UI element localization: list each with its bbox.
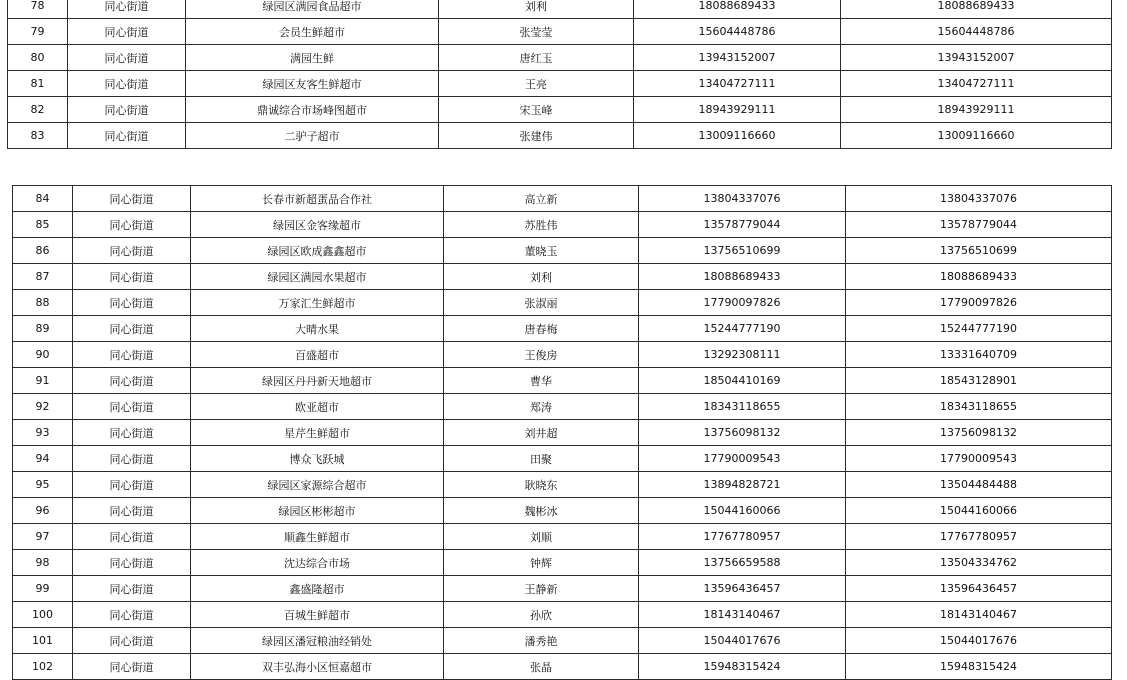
phone-alt-cell: 18543128901 [846, 368, 1112, 394]
phone-cell: 13756510699 [639, 238, 846, 264]
row-number-cell: 82 [8, 97, 68, 123]
phone-cell: 18088689433 [639, 264, 846, 290]
contact-person-cell: 耿晓东 [444, 472, 639, 498]
row-number-cell: 83 [8, 123, 68, 149]
street-cell: 同心街道 [73, 550, 191, 576]
shop-name-cell: 鼎诚综合市场峰图超市 [186, 97, 439, 123]
phone-alt-cell: 17790009543 [846, 446, 1112, 472]
street-cell: 同心街道 [68, 45, 186, 71]
shop-name-cell: 绿园区彬彬超市 [191, 498, 444, 524]
phone-alt-cell: 13404727111 [841, 71, 1112, 97]
row-number-cell: 81 [8, 71, 68, 97]
street-cell: 同心街道 [68, 19, 186, 45]
row-number-cell: 87 [13, 264, 73, 290]
street-cell: 同心街道 [73, 576, 191, 602]
street-cell: 同心街道 [73, 342, 191, 368]
phone-alt-cell: 13596436457 [846, 576, 1112, 602]
street-cell: 同心街道 [68, 0, 186, 19]
table-row [13, 576, 1112, 602]
contact-person-cell: 刘利 [439, 0, 634, 19]
shop-name-cell: 绿园区丹丹新天地超市 [191, 368, 444, 394]
store-table-bottom [12, 185, 1112, 680]
phone-alt-cell: 13756098132 [846, 420, 1112, 446]
shop-name-cell: 绿园区满园水果超市 [191, 264, 444, 290]
shop-name-cell: 博众飞跃城 [191, 446, 444, 472]
shop-name-cell: 绿园区潘冠粮油经销处 [191, 628, 444, 654]
contact-person-cell: 唐春梅 [444, 316, 639, 342]
row-number-cell: 78 [8, 0, 68, 19]
phone-alt-cell: 13504334762 [846, 550, 1112, 576]
phone-cell: 15604448786 [634, 19, 841, 45]
table-row [8, 97, 1112, 123]
row-number-cell: 94 [13, 446, 73, 472]
contact-person-cell: 田聚 [444, 446, 639, 472]
phone-alt-cell: 18088689433 [841, 0, 1112, 19]
phone-cell: 15044017676 [639, 628, 846, 654]
row-number-cell: 80 [8, 45, 68, 71]
table-row [13, 212, 1112, 238]
contact-person-cell: 王俊房 [444, 342, 639, 368]
shop-name-cell: 欧亚超市 [191, 394, 444, 420]
street-cell: 同心街道 [68, 123, 186, 149]
row-number-cell: 91 [13, 368, 73, 394]
row-number-cell: 86 [13, 238, 73, 264]
row-number-cell: 98 [13, 550, 73, 576]
row-number-cell: 102 [13, 654, 73, 680]
row-number-cell: 89 [13, 316, 73, 342]
street-cell: 同心街道 [73, 602, 191, 628]
phone-cell: 13804337076 [639, 186, 846, 212]
phone-cell: 13894828721 [639, 472, 846, 498]
row-number-cell: 90 [13, 342, 73, 368]
table-row [8, 71, 1112, 97]
phone-alt-cell: 15044160066 [846, 498, 1112, 524]
contact-person-cell: 董晓玉 [444, 238, 639, 264]
phone-cell: 18943929111 [634, 97, 841, 123]
shop-name-cell: 满园生鲜 [186, 45, 439, 71]
phone-cell: 13596436457 [639, 576, 846, 602]
street-cell: 同心街道 [73, 290, 191, 316]
row-number-cell: 97 [13, 524, 73, 550]
phone-cell: 17767780957 [639, 524, 846, 550]
table-top-body [8, 0, 1112, 149]
street-cell: 同心街道 [73, 212, 191, 238]
phone-cell: 13756659588 [639, 550, 846, 576]
contact-person-cell: 潘秀艳 [444, 628, 639, 654]
shop-name-cell: 双丰弘海小区恒嘉超市 [191, 654, 444, 680]
phone-alt-cell: 13804337076 [846, 186, 1112, 212]
contact-person-cell: 曹华 [444, 368, 639, 394]
shop-name-cell: 星芹生鲜超市 [191, 420, 444, 446]
table-row [13, 238, 1112, 264]
table-row [13, 264, 1112, 290]
phone-cell: 13292308111 [639, 342, 846, 368]
shop-name-cell: 鑫盛隆超市 [191, 576, 444, 602]
street-cell: 同心街道 [68, 97, 186, 123]
row-number-cell: 101 [13, 628, 73, 654]
phone-alt-cell: 18088689433 [846, 264, 1112, 290]
contact-person-cell: 高立新 [444, 186, 639, 212]
row-number-cell: 92 [13, 394, 73, 420]
row-number-cell: 79 [8, 19, 68, 45]
phone-alt-cell: 18343118655 [846, 394, 1112, 420]
phone-alt-cell: 13331640709 [846, 342, 1112, 368]
shop-name-cell: 绿园区友客生鲜超市 [186, 71, 439, 97]
street-cell: 同心街道 [73, 316, 191, 342]
phone-alt-cell: 18143140467 [846, 602, 1112, 628]
phone-alt-cell: 13009116660 [841, 123, 1112, 149]
street-cell: 同心街道 [73, 368, 191, 394]
street-cell: 同心街道 [73, 394, 191, 420]
phone-alt-cell: 15244777190 [846, 316, 1112, 342]
contact-person-cell: 王亮 [439, 71, 634, 97]
phone-cell: 17790009543 [639, 446, 846, 472]
street-cell: 同心街道 [73, 628, 191, 654]
phone-cell: 13578779044 [639, 212, 846, 238]
phone-cell: 17790097826 [639, 290, 846, 316]
phone-alt-cell: 15604448786 [841, 19, 1112, 45]
contact-person-cell: 张建伟 [439, 123, 634, 149]
contact-person-cell: 魏彬冰 [444, 498, 639, 524]
phone-alt-cell: 17790097826 [846, 290, 1112, 316]
table-row [13, 498, 1112, 524]
phone-cell: 15244777190 [639, 316, 846, 342]
phone-alt-cell: 15044017676 [846, 628, 1112, 654]
row-number-cell: 85 [13, 212, 73, 238]
contact-person-cell: 张晶 [444, 654, 639, 680]
table-row [13, 420, 1112, 446]
shop-name-cell: 百盛超市 [191, 342, 444, 368]
phone-cell: 15044160066 [639, 498, 846, 524]
street-cell: 同心街道 [73, 186, 191, 212]
table-row [13, 654, 1112, 680]
shop-name-cell: 绿园区欧成鑫鑫超市 [191, 238, 444, 264]
table-bottom-body [13, 186, 1112, 680]
contact-person-cell: 刘利 [444, 264, 639, 290]
phone-alt-cell: 15948315424 [846, 654, 1112, 680]
street-cell: 同心街道 [73, 420, 191, 446]
phone-alt-cell: 13504484488 [846, 472, 1112, 498]
street-cell: 同心街道 [73, 264, 191, 290]
shop-name-cell: 绿园区满园食品超市 [186, 0, 439, 19]
row-number-cell: 88 [13, 290, 73, 316]
phone-cell: 18143140467 [639, 602, 846, 628]
store-table-top [7, 0, 1112, 149]
shop-name-cell: 百城生鲜超市 [191, 602, 444, 628]
contact-person-cell: 郑涛 [444, 394, 639, 420]
row-number-cell: 95 [13, 472, 73, 498]
row-number-cell: 100 [13, 602, 73, 628]
shop-name-cell: 二驴子超市 [186, 123, 439, 149]
phone-cell: 13404727111 [634, 71, 841, 97]
phone-cell: 18504410169 [639, 368, 846, 394]
phone-cell: 13756098132 [639, 420, 846, 446]
table-row [13, 446, 1112, 472]
contact-person-cell: 苏胜伟 [444, 212, 639, 238]
street-cell: 同心街道 [68, 71, 186, 97]
street-cell: 同心街道 [73, 238, 191, 264]
table-row [8, 123, 1112, 149]
street-cell: 同心街道 [73, 498, 191, 524]
shop-name-cell: 会员生鲜超市 [186, 19, 439, 45]
contact-person-cell: 宋玉峰 [439, 97, 634, 123]
street-cell: 同心街道 [73, 524, 191, 550]
contact-person-cell: 王静新 [444, 576, 639, 602]
table-row [13, 290, 1112, 316]
contact-person-cell: 刘井超 [444, 420, 639, 446]
phone-alt-cell: 13578779044 [846, 212, 1112, 238]
shop-name-cell: 长春市新超蛋品合作社 [191, 186, 444, 212]
row-number-cell: 96 [13, 498, 73, 524]
phone-alt-cell: 13756510699 [846, 238, 1112, 264]
phone-alt-cell: 13943152007 [841, 45, 1112, 71]
shop-name-cell: 沈达综合市场 [191, 550, 444, 576]
phone-alt-cell: 18943929111 [841, 97, 1112, 123]
shop-name-cell: 大晴水果 [191, 316, 444, 342]
contact-person-cell: 张莹莹 [439, 19, 634, 45]
shop-name-cell: 顺鑫生鲜超市 [191, 524, 444, 550]
table-row [13, 628, 1112, 654]
row-number-cell: 84 [13, 186, 73, 212]
phone-cell: 18343118655 [639, 394, 846, 420]
contact-person-cell: 刘顺 [444, 524, 639, 550]
phone-cell: 13009116660 [634, 123, 841, 149]
contact-person-cell: 孙欣 [444, 602, 639, 628]
street-cell: 同心街道 [73, 446, 191, 472]
phone-cell: 13943152007 [634, 45, 841, 71]
street-cell: 同心街道 [73, 654, 191, 680]
table-row [8, 0, 1112, 19]
contact-person-cell: 钟辉 [444, 550, 639, 576]
row-number-cell: 99 [13, 576, 73, 602]
row-number-cell: 93 [13, 420, 73, 446]
table-row [13, 602, 1112, 628]
contact-person-cell: 唐红玉 [439, 45, 634, 71]
table-row [13, 186, 1112, 212]
phone-cell: 15948315424 [639, 654, 846, 680]
contact-person-cell: 张淑丽 [444, 290, 639, 316]
table-row [13, 394, 1112, 420]
shop-name-cell: 绿园区家源综合超市 [191, 472, 444, 498]
table-row [13, 524, 1112, 550]
shop-name-cell: 绿园区金客缘超市 [191, 212, 444, 238]
street-cell: 同心街道 [73, 472, 191, 498]
shop-name-cell: 万家汇生鲜超市 [191, 290, 444, 316]
table-row [8, 45, 1112, 71]
table-row [13, 368, 1112, 394]
phone-cell: 18088689433 [634, 0, 841, 19]
table-row [13, 472, 1112, 498]
table-row [13, 316, 1112, 342]
table-row [13, 342, 1112, 368]
table-row [13, 550, 1112, 576]
phone-alt-cell: 17767780957 [846, 524, 1112, 550]
table-row [8, 19, 1112, 45]
